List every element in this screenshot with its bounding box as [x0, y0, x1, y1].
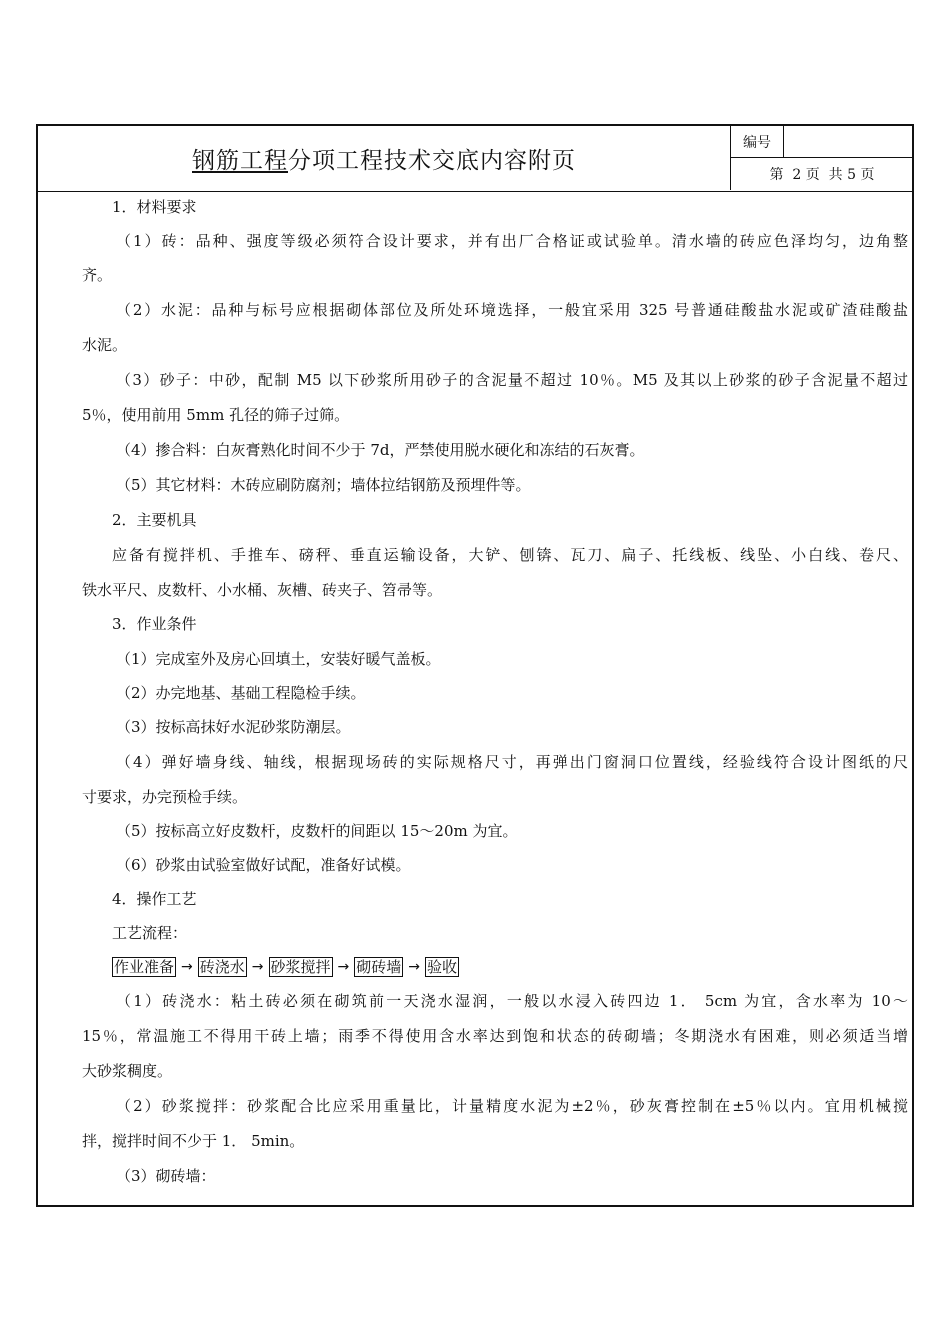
paragraph-line: 大砂浆稠度。	[82, 1062, 173, 1080]
number-label: 编号	[731, 126, 784, 157]
paragraph-line: 寸要求，办完预检手续。	[82, 788, 248, 806]
paragraph-line: （2）砂浆搅拌：砂浆配合比应采用重量比，计量精度水泥为±2％，砂灰膏控制在±5％以内。宜用机械搅	[116, 1097, 908, 1115]
paragraph-line: （4）弹好墙身线、轴线，根据现场砖的实际规格尺寸，再弹出门窗洞口位置线，经验线符合设计图纸的尺	[116, 753, 908, 771]
paragraph-line: （6）砂浆由试验室做好试配，准备好试模。	[116, 856, 411, 874]
flow-step: 砖浇水	[199, 958, 245, 976]
paragraph-line: 5％，使用前用 5mm 孔径的筛子过筛。	[82, 406, 350, 424]
paragraph-line: 15％，常温施工不得用干砖上墙；雨季不得使用含水率达到饱和状态的砖砌墙；冬期浇水有困难，则必须适当增	[82, 1027, 908, 1045]
arrow-right-icon: →	[251, 959, 264, 975]
paragraph-line: （2）水泥：品种与标号应根据砌体部位及所处环境选择，一般宜采用 325 号普通硅酸盐水泥或矿渣硅酸盐	[116, 301, 908, 319]
paragraph-line: （2）办完地基、基础工程隐检手续。	[116, 684, 366, 702]
flow-step: 验收	[427, 958, 458, 976]
number-value	[784, 126, 913, 157]
arrow-right-icon: →	[337, 959, 350, 975]
flow-step: 作业准备	[114, 958, 175, 976]
title-rest: 分项工程技术交底内容附页	[288, 147, 576, 174]
number-row	[731, 126, 913, 158]
document-header	[38, 126, 912, 192]
title-project-name: 钢筋工程	[192, 147, 288, 174]
paragraph-line: 水泥。	[82, 336, 128, 354]
paragraph-line: 铁水平尺、皮数杆、小水桶、灰槽、砖夹子、笤帚等。	[82, 581, 443, 599]
section-heading-tools: 2．主要机具	[112, 511, 197, 529]
section-heading-conditions: 3．作业条件	[112, 615, 197, 633]
page-info-text: 第 2 页 共 5 页	[769, 167, 875, 183]
page-title	[38, 126, 730, 190]
flow-step: 砌砖墙	[356, 958, 402, 976]
paragraph-line: 拌，搅拌时间不少于 1． 5min。	[82, 1132, 305, 1150]
section-heading-materials: 1．材料要求	[112, 198, 197, 216]
paragraph-line: （5）按标高立好皮数杆，皮数杆的间距以 15～20m 为宜。	[116, 822, 518, 840]
flow-label: 工艺流程：	[112, 924, 188, 942]
flow-step: 砂浆搅拌	[270, 958, 331, 976]
arrow-right-icon: →	[181, 959, 193, 975]
paragraph-line: （1）完成室外及房心回填土，安装好暖气盖板。	[116, 650, 441, 668]
paragraph-line: （3）按标高抹好水泥砂浆防潮层。	[116, 718, 351, 736]
paragraph-line: （1）砖：品种、强度等级必须符合设计要求，并有出厂合格证或试验单。清水墙的砖应色泽均匀，边角整	[116, 232, 908, 250]
paragraph-line: （1）砖浇水：粘土砖必须在砌筑前一天浇水湿润，一般以水浸入砖四边 1． 5cm 为宜，含水率为 10～	[116, 992, 908, 1010]
content-body	[38, 192, 912, 1205]
paragraph-line: （3）砂子：中砂，配制 M5 以下砂浆所用砂子的含泥量不超过 10％。M5 及其以上砂浆的砂子含泥量不超过	[116, 371, 908, 389]
page-info	[731, 158, 913, 190]
arrow-right-icon: →	[408, 959, 420, 975]
paragraph-line: （4）掺合料：白灰膏熟化时间不少于 7d，严禁使用脱水硬化和冻结的石灰膏。	[116, 441, 645, 459]
document-sheet	[36, 124, 914, 1207]
section-heading-process: 4．操作工艺	[112, 890, 197, 908]
process-flow	[112, 955, 459, 979]
paragraph-line: 应备有搅拌机、手推车、磅秤、垂直运输设备，大铲、刨锛、瓦刀、扁子、托线板、线坠、小白线、卷尺、	[112, 546, 908, 564]
paragraph-line: 齐。	[82, 266, 113, 284]
paragraph-line: （5）其它材料：木砖应刷防腐剂；墙体拉结钢筋及预埋件等。	[116, 476, 531, 494]
paragraph-line: （3）砌砖墙：	[116, 1167, 216, 1185]
meta-box	[730, 126, 912, 190]
